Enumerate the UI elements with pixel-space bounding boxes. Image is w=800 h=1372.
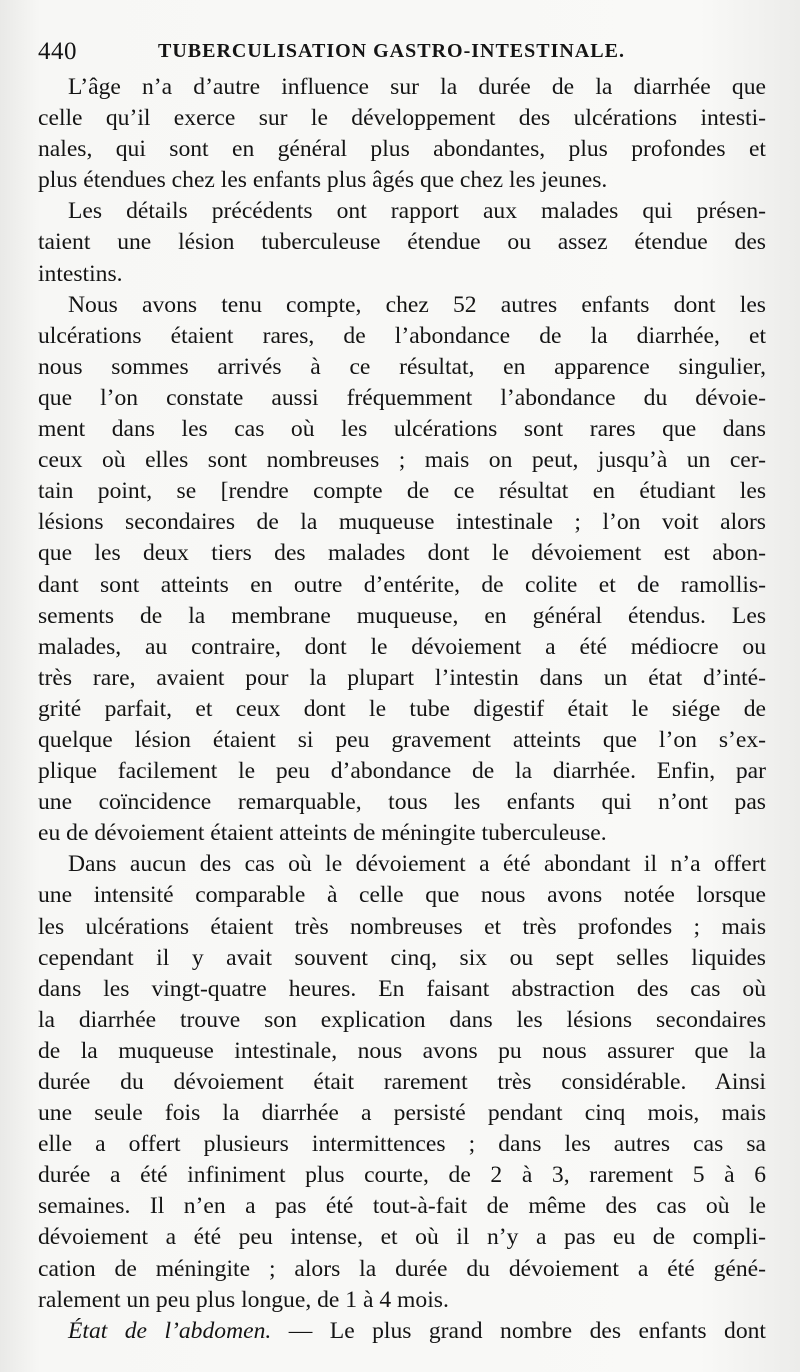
text-line: intestins.	[38, 260, 123, 287]
page-number: 440	[38, 38, 77, 65]
text-line: eu de dévoiement étaient atteints de méningite tuberculeuse.	[38, 820, 607, 847]
text-line: elle a offert plusieurs intermittences ; dans les autres cas sa	[38, 1131, 766, 1158]
text-line: une coïncidence remarquable, tous les enfants qui n’ont pas	[38, 789, 766, 816]
text-line: dans les vingt-quatre heures. En faisant abstraction des cas où	[38, 975, 766, 1002]
text-line: nales, qui sont en général plus abondantes, plus profondes et	[38, 136, 766, 163]
text-line: tain point, se [rendre compte de ce résultat en étudiant les	[38, 478, 766, 505]
text-line: une intensité comparable à celle que nous avons notée lorsque	[38, 882, 766, 909]
text-line: grité parfait, et ceux dont le tube digestif était le siége de	[38, 695, 766, 722]
text-line: ceux où elles sont nombreuses ; mais on peut, jusqu’à un cer-	[38, 447, 766, 474]
text-line: ralement un peu plus longue, de 1 à 4 mois.	[38, 1286, 449, 1313]
text-line: semaines. Il n’en a pas été tout-à-fait de même des cas où le	[38, 1193, 766, 1220]
text-line: celle qu’il exerce sur le développement des ulcérations intesti-	[38, 105, 766, 132]
text-line: la diarrhée trouve son explication dans les lésions secondaires	[38, 1006, 766, 1033]
text-line: plus étendues chez les enfants plus âgés que chez les jeunes.	[38, 167, 608, 194]
text-line: taient une lésion tuberculeuse étendue ou assez étendue des	[38, 229, 766, 256]
section-text: — Le plus grand nombre des enfants dont	[271, 1317, 766, 1344]
text-line: durée a été infiniment plus courte, de 2 à 3, rarement 5 à 6	[38, 1162, 766, 1189]
text-line: dant sont atteints en outre d’entérite, de colite et de ramollis-	[38, 571, 766, 598]
text-line: sements de la membrane muqueuse, en général étendus. Les	[38, 602, 766, 629]
text-line: que les deux tiers des malades dont le dévoiement est abon-	[38, 540, 766, 567]
text-line: quelque lésion étaient si peu gravement atteints que l’on s’ex-	[38, 726, 766, 753]
section-heading: État de l’abdomen.	[68, 1317, 272, 1344]
text-line: nous sommes arrivés à ce résultat, en apparence singulier,	[38, 353, 766, 380]
page-header	[38, 38, 768, 68]
section-line	[38, 1316, 766, 1347]
text-line: ulcérations étaient rares, de l’abondance de la diarrhée, et	[38, 322, 766, 349]
body-text	[38, 72, 766, 1347]
text-line: Dans aucun des cas où le dévoiement a été abondant il n’a offert	[68, 851, 766, 878]
running-title: TUBERCULISATION GASTRO-INTESTINALE.	[158, 40, 625, 62]
text-line: ment dans les cas où les ulcérations sont rares que dans	[38, 416, 766, 443]
text-line: très rare, avaient pour la plupart l’intestin dans un état d’inté-	[38, 664, 766, 691]
text-line: une seule fois la diarrhée a persisté pendant cinq mois, mais	[38, 1100, 766, 1127]
text-line: cation de méningite ; alors la durée du dévoiement a été géné-	[38, 1255, 766, 1282]
text-line: Nous avons tenu compte, chez 52 autres enfants dont les	[68, 291, 766, 318]
text-line: les ulcérations étaient très nombreuses et très profondes ; mais	[38, 913, 766, 940]
text-line: malades, au contraire, dont le dévoiement a été médiocre ou	[38, 633, 766, 660]
text-line: Les détails précédents ont rapport aux malades qui présen-	[68, 198, 766, 225]
text-line: lésions secondaires de la muqueuse intestinale ; l’on voit alors	[38, 509, 766, 536]
text-line: de la muqueuse intestinale, nous avons pu nous assurer que la	[38, 1037, 766, 1064]
text-line: cependant il y avait souvent cinq, six ou sept selles liquides	[38, 944, 766, 971]
text-line: durée du dévoiement était rarement très considérable. Ainsi	[38, 1069, 766, 1095]
text-line: que l’on constate aussi fréquemment l’abondance du dévoie-	[38, 384, 766, 411]
text-line: dévoiement a été peu intense, et où il n’y a pas eu de compli-	[38, 1224, 766, 1251]
text-line: L’âge n’a d’autre influence sur la durée de la diarrhée que	[68, 74, 766, 100]
text-line: plique facilement le peu d’abondance de la diarrhée. Enfin, par	[38, 758, 766, 785]
